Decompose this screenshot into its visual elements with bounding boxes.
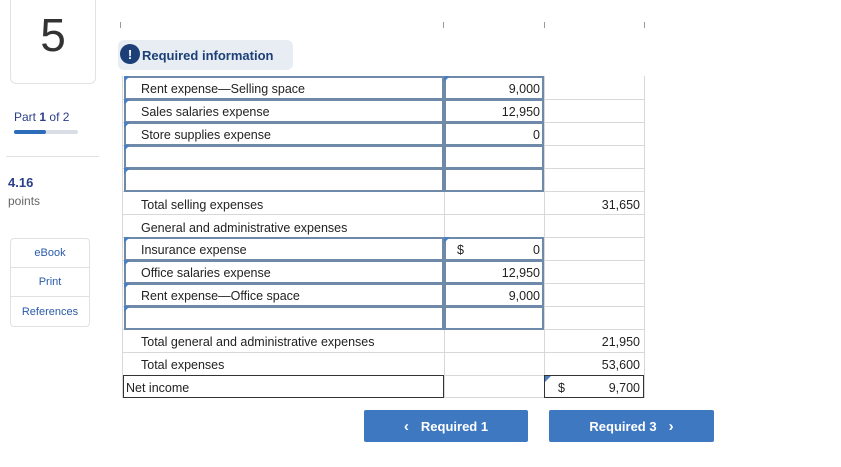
- label-total-expenses: Total expenses: [141, 358, 225, 372]
- amount-insurance: 0: [533, 243, 540, 257]
- input-corner-marker: [124, 283, 130, 289]
- label-store-supplies: Store supplies expense: [141, 128, 271, 142]
- label-ga-header: General and administrative expenses: [141, 221, 348, 235]
- label-net-income: Net income: [126, 381, 190, 395]
- input-corner-marker: [124, 260, 130, 266]
- input-corner-marker: [124, 122, 130, 128]
- prev-required-button[interactable]: [364, 410, 528, 442]
- prev-required-label: Required 1: [420, 418, 489, 434]
- label-sales-salaries: Sales salaries expense: [141, 105, 270, 119]
- label-insurance: Insurance expense: [141, 243, 247, 257]
- required-info-text: Required information: [142, 47, 274, 63]
- sidebar-divider: [6, 156, 99, 157]
- input-corner-marker: [124, 99, 130, 105]
- amount-office-salaries: 12,950: [501, 266, 540, 280]
- part-progress-fill: [14, 130, 46, 134]
- label-rent-office: Rent expense—Office space: [141, 289, 300, 303]
- currency-net-income: $: [558, 381, 565, 395]
- label-total-ga: Total general and administrative expenses: [141, 335, 375, 349]
- amount-input-blank-1[interactable]: [444, 145, 544, 169]
- chevron-left-icon: ‹: [403, 417, 409, 435]
- resource-links: [10, 238, 90, 327]
- chevron-right-icon: ›: [668, 417, 674, 435]
- amount-total-ga: 21,950: [601, 335, 640, 349]
- amount-rent-selling: 9,000: [508, 82, 540, 96]
- input-corner-marker: [124, 168, 130, 174]
- input-corner-marker: [124, 76, 130, 82]
- amount-net-income: 9,700: [608, 381, 640, 395]
- amount-total-selling: 31,650: [601, 198, 640, 212]
- input-corner-marker: [124, 306, 130, 312]
- next-required-label: Required 3: [589, 418, 657, 434]
- part-progress-bar: [14, 130, 78, 134]
- label-office-salaries: Office salaries expense: [141, 266, 271, 280]
- label-input-blank-2[interactable]: [124, 168, 444, 192]
- tick: [544, 22, 545, 28]
- alert-icon: !: [120, 44, 140, 64]
- part-total: of 2: [49, 110, 70, 124]
- next-required-button[interactable]: [549, 410, 714, 442]
- row-line: [122, 214, 645, 215]
- points-label: points: [8, 194, 41, 208]
- input-corner-marker: [124, 145, 130, 151]
- ebook-link[interactable]: eBook: [11, 239, 89, 268]
- part-current: 1: [39, 110, 47, 124]
- label-rent-selling: Rent expense—Selling space: [141, 82, 305, 96]
- row-line: [122, 352, 645, 353]
- print-link[interactable]: Print: [11, 268, 89, 297]
- question-number: 5: [40, 8, 66, 61]
- question-number-box: [10, 0, 96, 84]
- amount-input-blank-3[interactable]: [444, 306, 544, 330]
- required-info-banner[interactable]: [118, 40, 293, 70]
- amount-sales-salaries: 12,950: [501, 105, 540, 119]
- points-value: 4.16: [8, 175, 34, 190]
- tick: [120, 22, 121, 28]
- tick: [644, 22, 645, 28]
- currency-insurance: $: [457, 243, 464, 257]
- label-input-blank-1[interactable]: [124, 145, 444, 169]
- amount-store-supplies: 0: [533, 128, 540, 142]
- amount-input-blank-2[interactable]: [444, 168, 544, 192]
- label-total-selling: Total selling expenses: [141, 198, 264, 212]
- income-statement-worksheet: [122, 76, 645, 398]
- top-column-ticks: [120, 22, 650, 30]
- amount-total-expenses: 53,600: [601, 358, 640, 372]
- tick: [443, 22, 444, 28]
- references-link[interactable]: References: [21, 305, 79, 318]
- amount-rent-office: 9,000: [508, 289, 540, 303]
- input-corner-marker: [124, 237, 130, 243]
- part-indicator: Part 1 of 2: [14, 110, 70, 124]
- label-input-blank-3[interactable]: [124, 306, 444, 330]
